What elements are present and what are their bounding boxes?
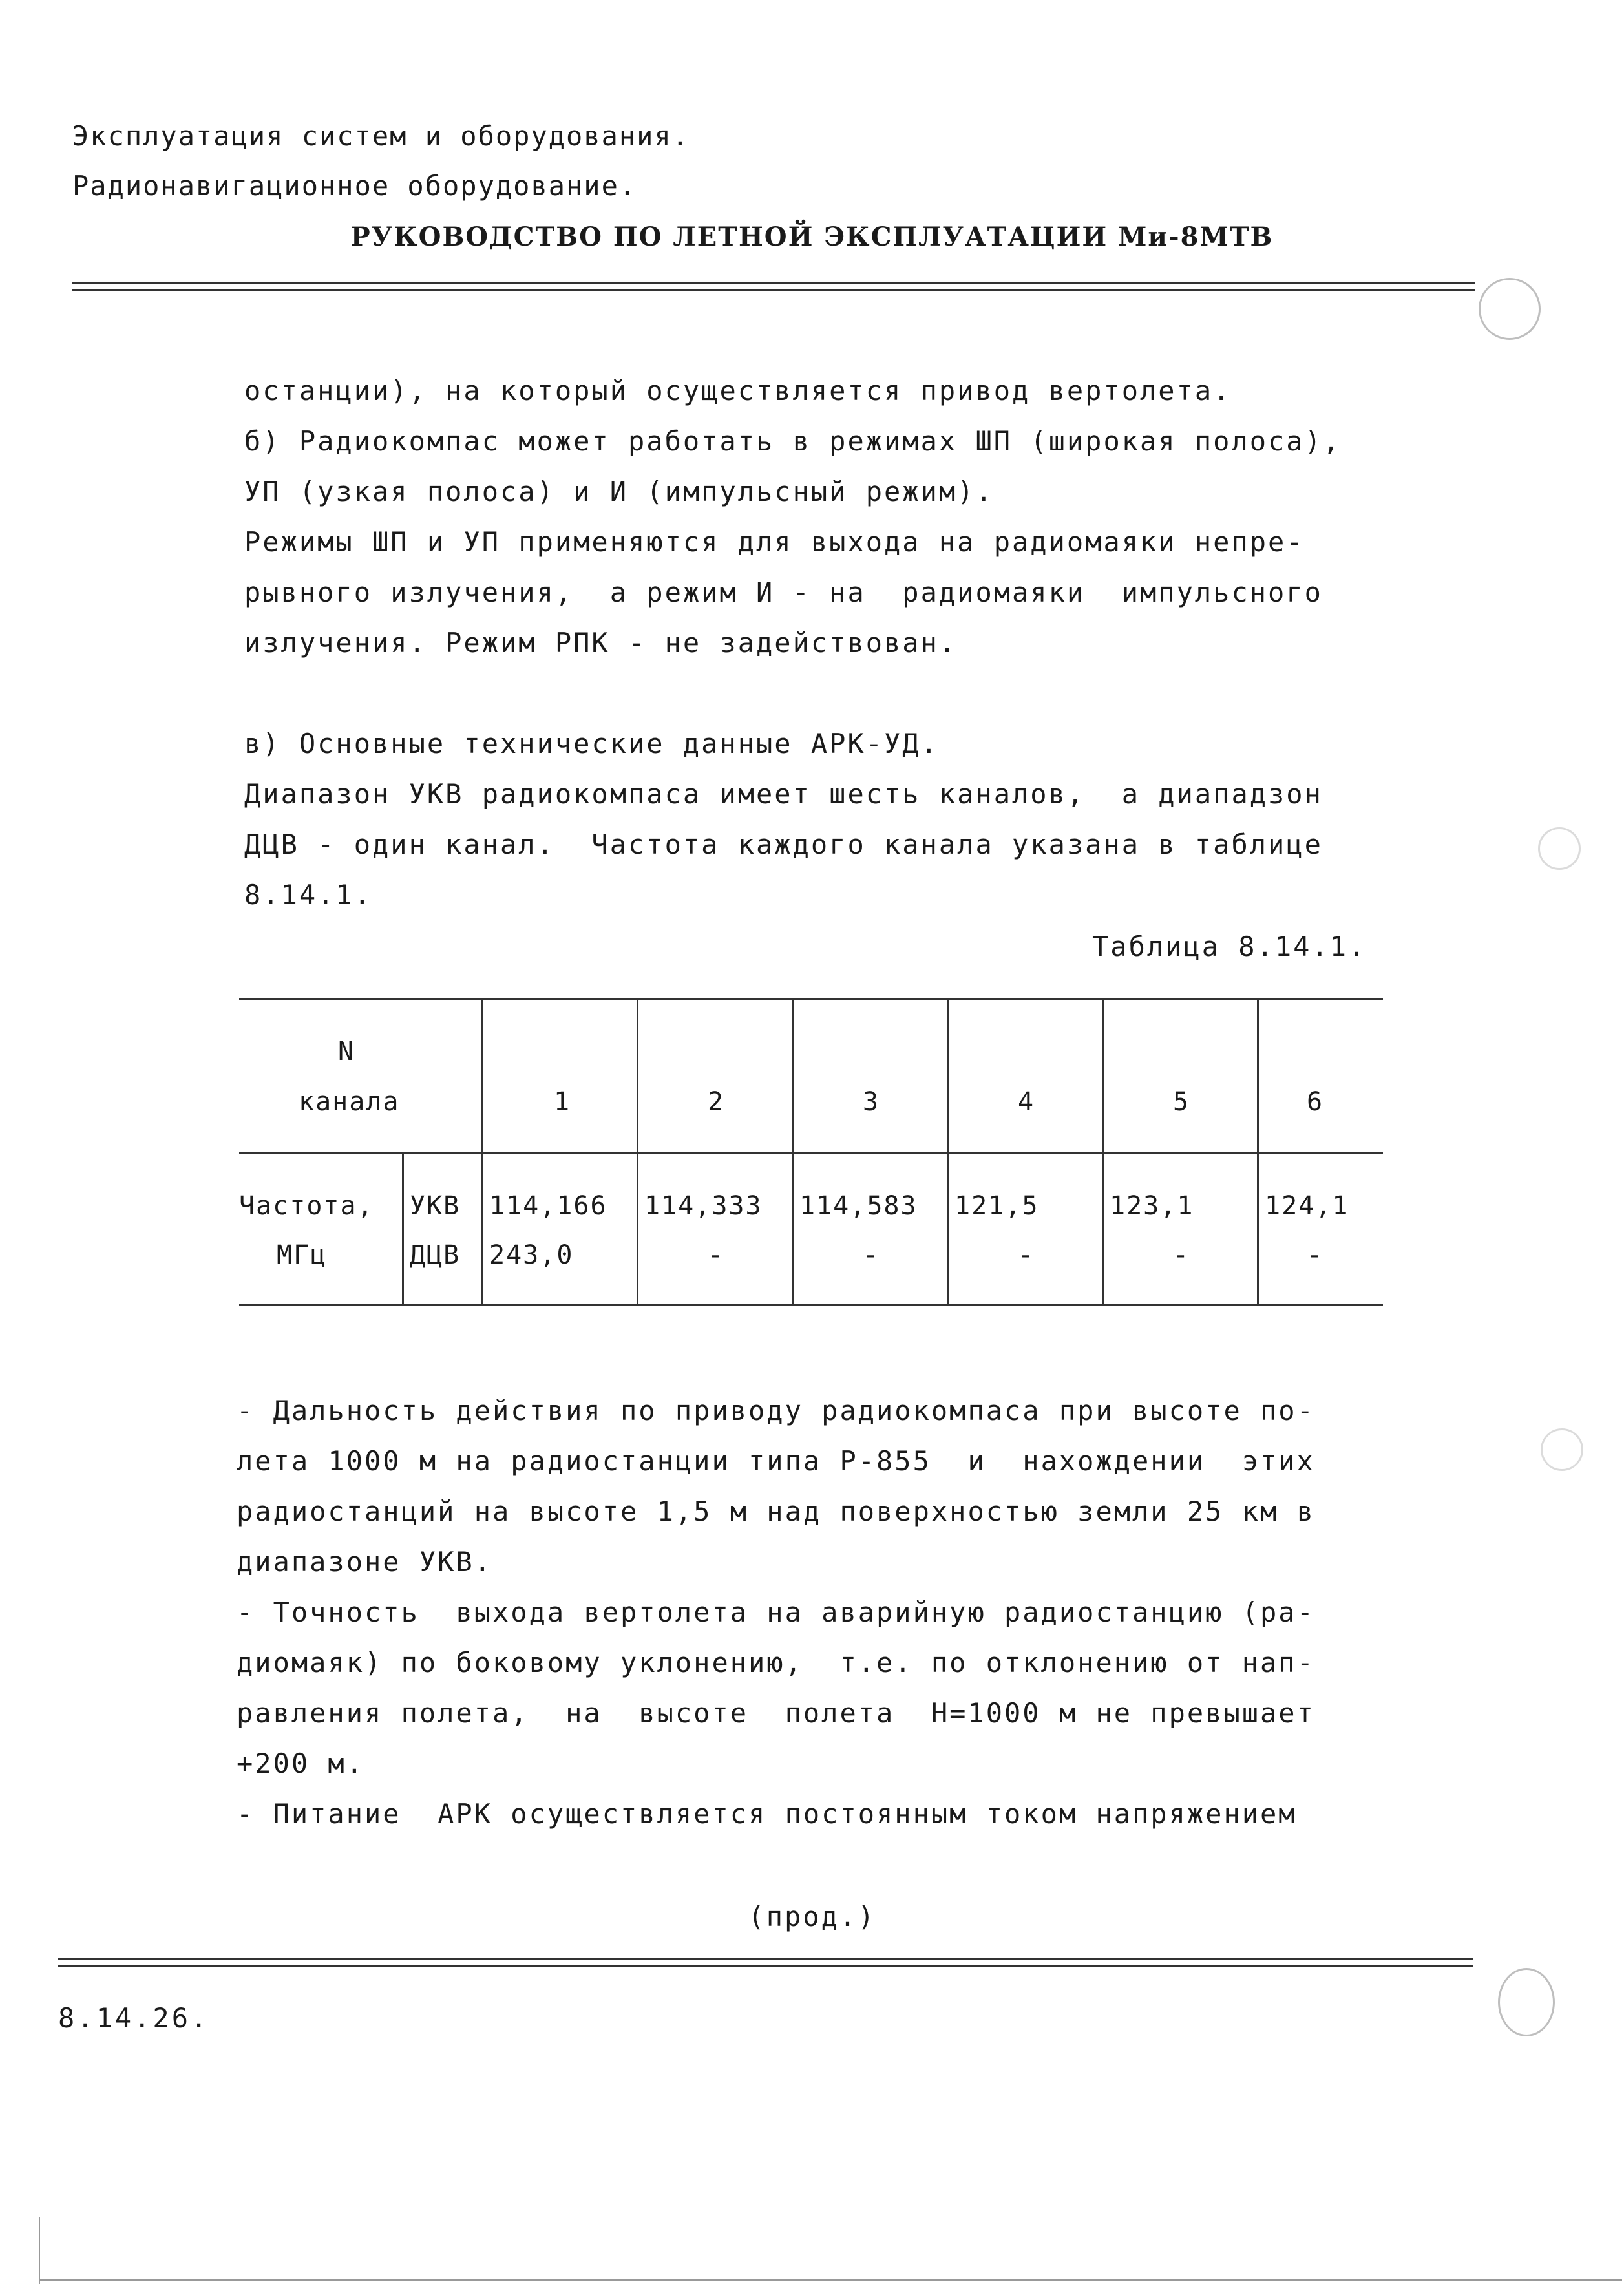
punch-hole	[1479, 278, 1541, 340]
punch-hole	[1538, 827, 1581, 870]
table-dcv-value: -	[1173, 1240, 1190, 1270]
punch-hole	[1541, 1428, 1583, 1471]
body-line: лета 1000 м на радиостанции типа Р-855 и нахождении этих	[237, 1445, 1315, 1477]
table-head-channel: канала	[299, 1087, 400, 1117]
body-line: останции), на который осуществляется привод вертолета.	[244, 375, 1232, 407]
body-line: - Питание АРК осуществляется постоянным током напряжением	[237, 1798, 1297, 1830]
footer-rule-top	[58, 1958, 1473, 1960]
body-line: УП (узкая полоса) и И (импульсный режим).	[244, 476, 994, 507]
table-col-divider	[1257, 998, 1259, 1304]
table-row-unit: МГц	[277, 1240, 328, 1270]
table-caption: Таблица 8.14.1.	[1092, 931, 1367, 962]
table-dcv-value: -	[1018, 1240, 1035, 1270]
table-row-label: Частота,	[239, 1191, 374, 1221]
continued-marker: (прод.)	[748, 1901, 876, 1932]
body-line: 8.14.1.	[244, 879, 373, 911]
section-title-line2: Радионавигационное оборудование.	[72, 170, 637, 202]
table-head-n: N	[338, 1037, 355, 1066]
manual-title: РУКОВОДСТВО ПО ЛЕТНОЙ ЭКСПЛУАТАЦИИ Ми-8МТВ	[350, 222, 1274, 252]
body-line: излучения. Режим РПК - не задействован.	[244, 627, 958, 659]
table-ukv-value: 114,166	[489, 1191, 607, 1221]
body-line: - Дальность действия по приводу радиокомпаса при высоте по-	[237, 1395, 1315, 1426]
table-col-divider	[481, 998, 483, 1304]
table-rule-top	[239, 998, 1383, 1000]
table-channel-6: 6	[1307, 1087, 1324, 1117]
body-line: диапазоне УКВ.	[237, 1546, 493, 1578]
table-channel-3: 3	[863, 1087, 880, 1117]
table-band-ukv: УКВ	[410, 1191, 461, 1221]
table-col-divider	[947, 998, 949, 1304]
table-dcv-value: -	[1307, 1240, 1324, 1270]
body-line: радиостанций на высоте 1,5 м над поверхностью земли 25 км в	[237, 1496, 1315, 1527]
table-ukv-value: 114,583	[799, 1191, 918, 1221]
scan-edge-line	[39, 2217, 40, 2284]
body-line: б) Радиокомпас может работать в режимах ШП (широкая полоса),	[244, 425, 1342, 457]
table-channel-2: 2	[708, 1087, 725, 1117]
table-dcv-value: -	[863, 1240, 880, 1270]
table-col-divider	[1102, 998, 1104, 1304]
table-rule-mid	[239, 1152, 1383, 1154]
page-number: 8.14.26.	[58, 2002, 210, 2034]
body-line: рывного излучения, а режим И - на радиомаяки импульсного	[244, 576, 1323, 608]
table-dcv-value: -	[708, 1240, 725, 1270]
table-ukv-value: 123,1	[1110, 1191, 1194, 1221]
table-col-divider	[792, 998, 794, 1304]
body-line: диомаяк) по боковому уклонению, т.е. по отклонению от нап-	[237, 1647, 1315, 1678]
body-line: равления полета, на высоте полета Н=1000 м не превышает	[237, 1697, 1315, 1729]
table-band-divider	[402, 1152, 404, 1304]
section-title-line1: Эксплуатация систем и оборудования.	[72, 120, 690, 152]
body-line: Режимы ШП и УП применяются для выхода на радиомаяки непре-	[244, 526, 1305, 558]
scan-edge-line	[39, 2279, 1622, 2281]
table-ukv-value: 121,5	[954, 1191, 1039, 1221]
table-ukv-value: 124,1	[1265, 1191, 1349, 1221]
table-col-divider	[637, 998, 638, 1304]
table-channel-5: 5	[1173, 1087, 1190, 1117]
body-line: - Точность выхода вертолета на аварийную радиостанцию (ра-	[237, 1596, 1315, 1628]
footer-rule-bottom	[58, 1965, 1473, 1967]
table-ukv-value: 114,333	[644, 1191, 763, 1221]
header-rule-top	[72, 282, 1475, 284]
table-channel-1: 1	[554, 1087, 571, 1117]
header-rule-bottom	[72, 289, 1475, 291]
body-line: в) Основные технические данные АРК-УД.	[244, 728, 939, 759]
punch-hole	[1498, 1968, 1555, 2036]
table-band-dcv: ДЦВ	[410, 1240, 461, 1270]
table-channel-4: 4	[1018, 1087, 1035, 1117]
body-line: Диапазон УКВ радиокомпаса имеет шесть каналов, а диападзон	[244, 778, 1323, 810]
body-line: ДЦВ - один канал. Частота каждого канала указана в таблице	[244, 829, 1323, 860]
table-dcv-value: 243,0	[489, 1240, 574, 1270]
body-line: +200 м.	[237, 1748, 365, 1779]
table-rule-bottom	[239, 1304, 1383, 1306]
